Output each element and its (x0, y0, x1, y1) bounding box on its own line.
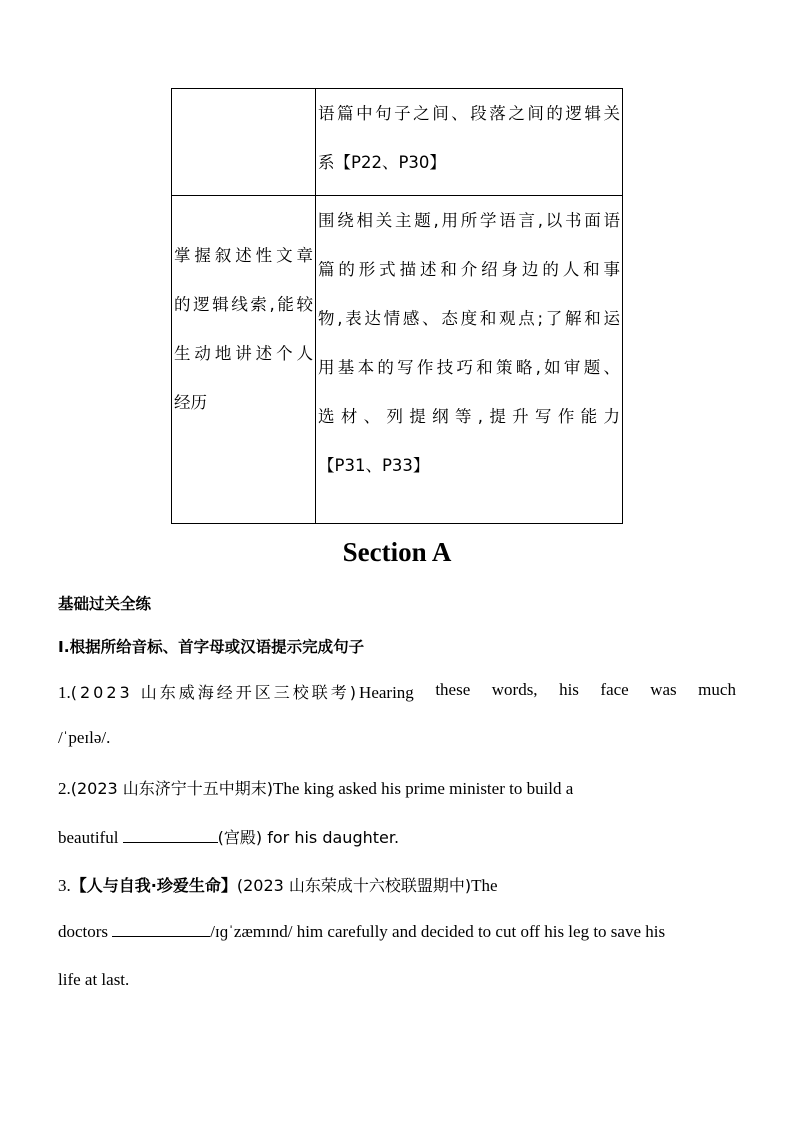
question-text: The king asked his prime minister to build a (273, 779, 574, 798)
sub-heading: 基础过关全练 (58, 595, 152, 613)
question-3-line-2 (58, 922, 665, 942)
table-cell-goal (172, 196, 316, 524)
question-word: his (559, 680, 579, 699)
question-word: was (650, 680, 677, 699)
question-number: 2. (58, 779, 71, 798)
cell-text-line: 篇的形式描述和介绍身边的人和事 (318, 260, 620, 279)
question-word: much (698, 680, 736, 699)
cell-text-line: 用基本的写作技巧和策略,如审题、 (318, 358, 620, 377)
answer-blank[interactable] (112, 922, 210, 937)
table-cell-objective (316, 196, 623, 524)
question-1-line-1 (58, 680, 736, 703)
cell-text-line: 选材、列提纲等,提升写作能力 (318, 407, 620, 426)
cell-text-line: 的逻辑线索,能较 (174, 295, 313, 314)
cell-text-line: 【P31、P33】 (318, 456, 430, 475)
table-cell-objective (316, 89, 623, 196)
table-row (172, 89, 623, 196)
question-number: 1. (58, 683, 71, 702)
part-heading: Ⅰ.根据所给音标、首字母或汉语提示完成句子 (58, 638, 365, 656)
cell-text-line: 经历 (174, 393, 207, 412)
question-2-line-1 (58, 776, 573, 799)
table-row (172, 196, 623, 524)
cell-text-line: 系【P22、P30】 (318, 153, 446, 172)
question-3-line-3: life at last. (58, 970, 130, 989)
question-word: words, (491, 680, 538, 699)
question-source: (2023 山东济宁十五中期末) (70, 779, 274, 798)
question-text: (宫殿) for his daughter. (217, 828, 400, 847)
question-word: face (600, 680, 629, 699)
objectives-table (171, 88, 623, 524)
question-3-line-1 (58, 873, 498, 896)
cell-text-line: 生动地讲述个人 (174, 344, 313, 363)
answer-blank[interactable] (123, 828, 218, 843)
question-text: doctors (58, 922, 109, 941)
question-number: 3. (58, 876, 71, 895)
question-text: The (471, 876, 498, 895)
question-word: these (435, 680, 471, 699)
section-title: Section A (342, 537, 452, 567)
question-theme-tag: 【人与自我·珍爱生命】 (70, 876, 237, 895)
cell-text-line: 语篇中句子之间、段落之间的逻辑关 (318, 104, 620, 123)
table-cell-empty (172, 89, 316, 196)
question-source: (2023 山东荣成十六校联盟期中) (236, 876, 472, 895)
question-text: beautiful (58, 828, 119, 847)
question-1-line-2: /ˈpeɪlə/. (58, 728, 111, 747)
cell-text-line: 围绕相关主题,用所学语言,以书面语 (318, 211, 620, 230)
cell-text-line: 掌握叙述性文章 (174, 246, 313, 265)
question-1-lead (58, 680, 414, 703)
cell-text-line: 物,表达情感、态度和观点;了解和运 (318, 309, 620, 328)
question-word: Hearing (359, 683, 414, 702)
question-text: /ɪɡˈzæmɪnd/ him carefully and decided to cut off his leg to save his (210, 922, 666, 941)
question-2-line-2 (58, 825, 399, 848)
question-source: (2023 山东威海经开区三校联考) (70, 683, 360, 702)
